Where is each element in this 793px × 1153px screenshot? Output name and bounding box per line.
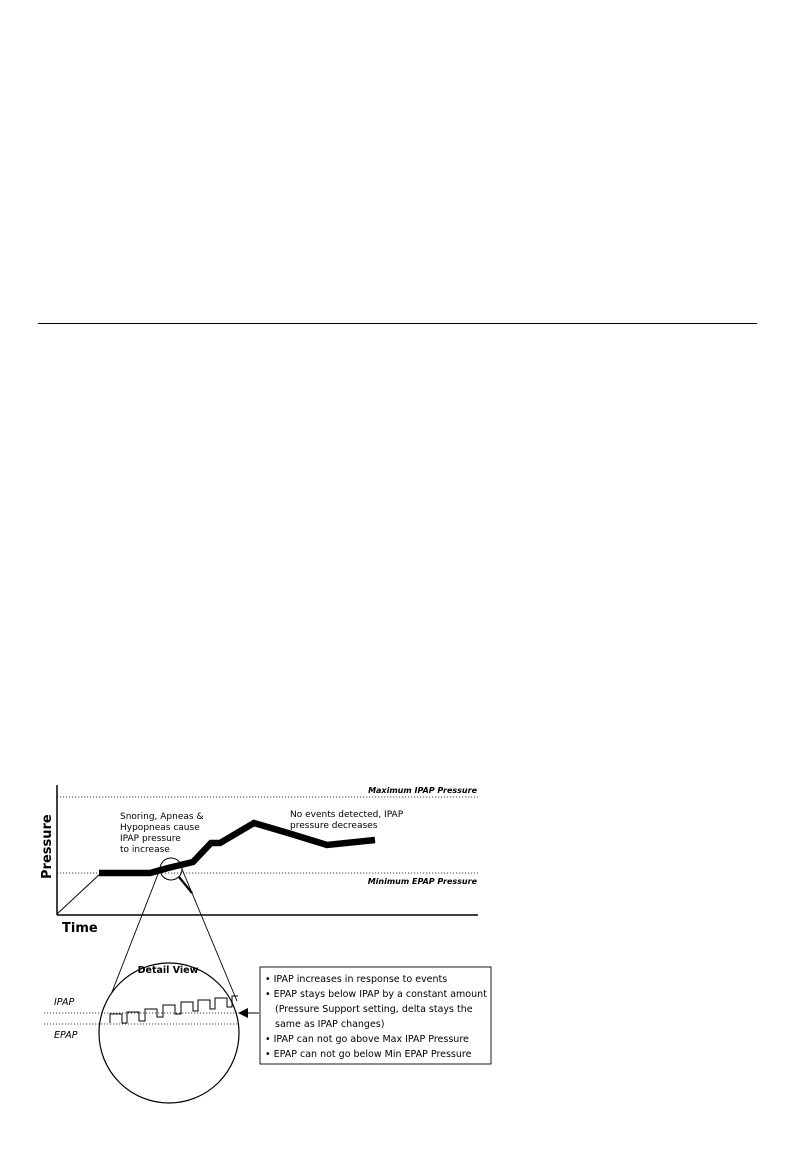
events-note: Snoring, Apneas & Hypopneas cause IPAP pressure to increase (120, 812, 204, 855)
no-events-note: No events detected, IPAP pressure decreases (290, 810, 404, 831)
y-axis-label: Pressure (40, 814, 55, 879)
ipap-label: IPAP (54, 997, 75, 1008)
info-box-text: • IPAP increases in response to events • EPAP stays below IPAP by a constant amount (Pressure Support setting, delta stays the same as IPAP changes) • IPAP can not go above Max IPAP Pressure • EPAP can not go below Min EPAP Pressure (265, 974, 487, 1060)
epap-label: EPAP (54, 1030, 78, 1041)
x-axis-label: Time (62, 921, 98, 936)
detail-view-circle (99, 963, 239, 1103)
min-epap-label: Minimum EPAP Pressure (367, 877, 477, 886)
max-ipap-label: Maximum IPAP Pressure (368, 786, 477, 795)
pointer-arrow-head (238, 1008, 248, 1018)
magnifier-handle (179, 877, 192, 893)
detail-view-title: Detail View (137, 965, 199, 976)
ramp-line (57, 873, 101, 914)
